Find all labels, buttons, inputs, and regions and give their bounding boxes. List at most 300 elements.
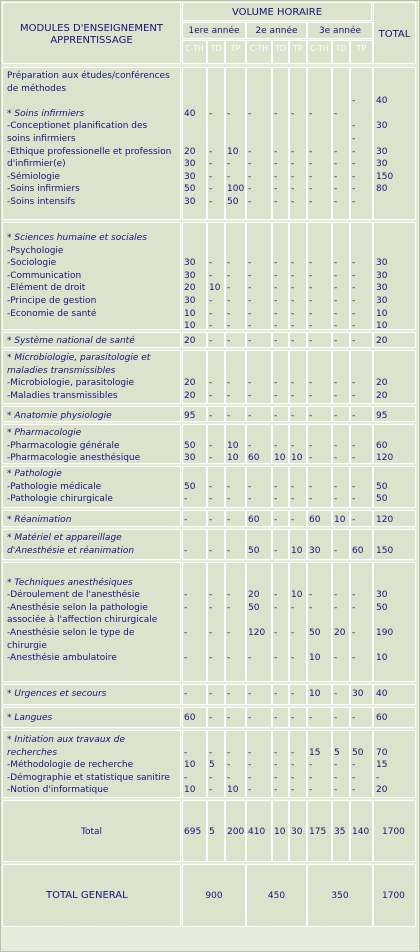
volume-value: - (334, 713, 338, 723)
total-value: 30 (376, 121, 388, 132)
volume-value: - (209, 713, 213, 723)
total-value: 10 (376, 653, 388, 664)
volume-value: - (248, 785, 252, 796)
volume-value: 50 (227, 197, 239, 207)
module-label: -Conceptionet planification des (7, 121, 148, 132)
volume-value: - (184, 494, 188, 505)
module-label: -Pharmacologie générale (7, 440, 120, 451)
general-label: TOTAL GENERAL (46, 890, 128, 901)
volume-value: - (352, 785, 356, 796)
general-total-value: 1700 (382, 891, 405, 901)
volume-value: 50 (352, 747, 364, 758)
volume-value: - (291, 336, 295, 346)
total-value: 150 (376, 171, 394, 182)
volume-value: - (227, 378, 231, 389)
volume-value: - (248, 494, 252, 505)
volume-value: - (309, 590, 313, 601)
volume-value: - (209, 171, 213, 182)
volume-value: - (309, 378, 313, 389)
volume-value: - (274, 411, 278, 421)
total-value: 15 (376, 760, 388, 771)
volume-value: - (209, 321, 213, 332)
volume-value: 50 (309, 628, 321, 638)
volume-value: - (352, 494, 356, 505)
volume-value: 10 (184, 785, 196, 796)
volume-value: 10 (227, 440, 239, 451)
volume-value: - (248, 108, 252, 119)
module-label: -Démographie et statistique sanitire (7, 772, 170, 783)
volume-value: 50 (248, 545, 260, 556)
volume-value: - (184, 602, 188, 613)
general-year-value: 450 (267, 891, 286, 901)
volume-value: - (309, 146, 313, 157)
volume-value: - (334, 258, 338, 269)
volume-value: - (274, 590, 278, 601)
volume-value: - (334, 159, 338, 170)
volume-value: - (291, 390, 295, 401)
total-row-value: 35 (334, 827, 346, 837)
volume-value: - (309, 481, 313, 492)
volume-value: - (209, 747, 213, 758)
volume-value: 20 (184, 336, 196, 346)
volume-value: - (227, 590, 231, 601)
volume-value: - (274, 602, 278, 613)
volume-value: 20 (248, 590, 260, 601)
total-row-value: 10 (274, 827, 286, 837)
volume-value: - (274, 772, 278, 783)
volume-value: - (309, 159, 313, 170)
total-value: 40 (376, 689, 388, 699)
volume-value: - (274, 197, 278, 207)
volume-value: 10 (291, 453, 303, 464)
volume-value: 60 (352, 545, 364, 556)
module-label: -Anesthésie ambulatoire (7, 653, 117, 664)
volume-value: - (274, 159, 278, 170)
module-label: * Système national de santé (7, 336, 135, 346)
volume-value: - (227, 760, 231, 771)
volume-value: 60 (184, 713, 196, 723)
volume-value: - (209, 308, 213, 319)
volume-value: - (334, 772, 338, 783)
volume-value: - (309, 171, 313, 182)
volume-value: - (227, 602, 231, 613)
volume-value: - (352, 713, 356, 723)
module-label: recherches (7, 747, 58, 758)
volume-value: - (209, 336, 213, 346)
volume-value: - (248, 378, 252, 389)
module-label: -Sociologie (7, 258, 57, 269)
volume-value: - (334, 785, 338, 796)
volume-value: - (334, 146, 338, 157)
total-value: 60 (376, 713, 388, 723)
volume-value: - (334, 108, 338, 119)
year-header: 1ere année (188, 26, 240, 36)
volume-value: - (274, 258, 278, 269)
volume-value: - (291, 308, 295, 319)
volume-value: 50 (184, 481, 196, 492)
volume-value: - (209, 270, 213, 281)
volume-value: 10 (184, 760, 196, 771)
total-value: 30 (376, 159, 388, 170)
volume-value: - (291, 747, 295, 758)
volume-value: 5 (209, 760, 215, 771)
volume-value: - (274, 628, 278, 638)
volume-value: - (352, 159, 356, 170)
volume-value: - (209, 545, 213, 556)
module-label: -Ethique professionelle et profession (7, 146, 172, 157)
volume-value: - (334, 270, 338, 281)
volume-value: - (274, 184, 278, 195)
module-label: -Soins intensifs (7, 197, 76, 207)
volume-value: - (309, 270, 313, 281)
total-value: 50 (376, 481, 388, 492)
total-value: 95 (376, 411, 388, 421)
total-value: 20 (376, 390, 388, 401)
volume-value: - (334, 494, 338, 505)
volume-value: - (227, 108, 231, 119)
year-header: 2e année (255, 26, 298, 36)
module-label: -Economie de santé (7, 308, 97, 319)
volume-value: - (309, 785, 313, 796)
volume-value: - (352, 628, 356, 638)
volume-value: - (352, 96, 356, 107)
total-value: 20 (376, 785, 388, 796)
total-value: 40 (376, 96, 388, 107)
volume-value: 15 (309, 747, 321, 758)
volume-value: - (227, 494, 231, 505)
total-value: 10 (376, 321, 388, 332)
volume-value: - (248, 440, 252, 451)
total-row-value: 695 (184, 827, 202, 837)
volume-value: - (248, 321, 252, 332)
volume-value: - (309, 390, 313, 401)
volume-value: - (248, 653, 252, 664)
volume-value: 10 (309, 689, 321, 699)
volume-value: - (352, 653, 356, 664)
volume-value: - (309, 283, 313, 294)
column-header: TP (293, 44, 303, 53)
volume-value: 30 (184, 171, 196, 182)
volume-value: - (227, 159, 231, 170)
volume-value: - (309, 321, 313, 332)
module-label: d'Anesthésie et réanimation (7, 545, 135, 556)
volume-value: - (227, 653, 231, 664)
volume-value: - (352, 171, 356, 182)
volume-value: - (209, 494, 213, 505)
total-value: - (376, 772, 380, 783)
volume-value: - (291, 146, 295, 157)
volume-value: - (291, 197, 295, 207)
volume-value: - (184, 772, 188, 783)
volume-value: - (291, 184, 295, 195)
volume-value: - (209, 296, 213, 306)
total-value: 50 (376, 602, 388, 613)
total-value: 20 (376, 378, 388, 389)
volume-value: - (291, 321, 295, 332)
volume-value: - (209, 159, 213, 170)
volume-value: - (309, 296, 313, 306)
module-label: -Anesthésie selon le type de (7, 628, 135, 638)
volume-value: - (248, 296, 252, 306)
volume-value: - (291, 689, 295, 699)
volume-value: - (209, 453, 213, 464)
total-value: 10 (376, 308, 388, 319)
module-label: -Microbiologie, parasitologie (7, 378, 135, 389)
volume-value: - (274, 747, 278, 758)
volume-value: - (248, 390, 252, 401)
volume-header: VOLUME HORAIRE (231, 7, 323, 18)
total-row-value: 30 (291, 827, 303, 837)
volume-value: - (274, 378, 278, 389)
volume-value: 60 (309, 515, 321, 525)
total-row-value: 410 (248, 827, 266, 837)
volume-value: - (309, 494, 313, 505)
volume-value: - (309, 713, 313, 723)
volume-value: - (352, 134, 356, 144)
volume-value: - (352, 197, 356, 207)
volume-value: - (352, 296, 356, 306)
total-value: 20 (376, 336, 388, 346)
module-label: -Notion d'informatique (7, 785, 109, 796)
volume-value: - (352, 146, 356, 157)
volume-value: - (248, 171, 252, 182)
volume-value: - (352, 440, 356, 451)
volume-value: - (309, 772, 313, 783)
volume-value: - (352, 283, 356, 294)
column-header: TP (230, 44, 241, 53)
volume-value: - (334, 653, 338, 664)
volume-value: - (309, 453, 313, 464)
volume-value: - (291, 159, 295, 170)
volume-value: - (227, 481, 231, 492)
volume-value: - (334, 590, 338, 601)
volume-value: - (334, 545, 338, 556)
volume-value: - (274, 785, 278, 796)
volume-value: - (291, 411, 295, 421)
volume-value: - (334, 296, 338, 306)
volume-value: - (227, 747, 231, 758)
volume-value: - (209, 411, 213, 421)
volume-value: - (209, 602, 213, 613)
module-label: * Matériel et appareillage (7, 533, 122, 543)
volume-value: - (184, 590, 188, 601)
volume-value: - (209, 515, 213, 525)
volume-value: - (352, 515, 356, 525)
volume-value: - (209, 440, 213, 451)
module-label: * Urgences et secours (7, 689, 107, 699)
volume-value: 40 (184, 108, 196, 119)
module-label: -Déroulement de l'anesthésie (7, 590, 140, 601)
volume-value: - (209, 197, 213, 207)
volume-value: - (209, 146, 213, 157)
volume-value: - (227, 308, 231, 319)
total-value: 80 (376, 184, 388, 195)
module-label: associée à l'affection chirurgicale (7, 615, 158, 626)
volume-value: - (352, 184, 356, 195)
volume-value: - (334, 283, 338, 294)
volume-value: - (227, 689, 231, 699)
volume-value: - (227, 336, 231, 346)
module-label: * Langues (7, 713, 53, 723)
volume-value: 10 (184, 308, 196, 319)
general-year-value: 900 (205, 891, 223, 901)
volume-value: - (352, 411, 356, 421)
volume-value: - (248, 159, 252, 170)
volume-value: - (309, 258, 313, 269)
volume-value: - (291, 378, 295, 389)
volume-value: - (274, 481, 278, 492)
volume-value: - (352, 602, 356, 613)
volume-value: - (291, 481, 295, 492)
volume-value: - (248, 411, 252, 421)
volume-value: - (227, 411, 231, 421)
volume-value: - (291, 785, 295, 796)
volume-value: - (248, 336, 252, 346)
volume-value: 30 (184, 453, 196, 464)
module-label: * Réanimation (7, 515, 72, 525)
column-header: TP (356, 44, 367, 53)
total-value: 30 (376, 296, 388, 306)
volume-value: - (291, 653, 295, 664)
volume-value: 30 (184, 270, 196, 281)
volume-value: 30 (184, 159, 196, 170)
volume-value: - (227, 390, 231, 401)
volume-value: - (209, 184, 213, 195)
volume-value: 30 (184, 296, 196, 306)
module-label: chirurgie (7, 640, 47, 651)
volume-value: - (309, 197, 313, 207)
volume-value: - (209, 258, 213, 269)
volume-value: 120 (248, 628, 266, 638)
volume-value: - (291, 602, 295, 613)
volume-value: 95 (184, 411, 196, 421)
volume-value: - (309, 440, 313, 451)
volume-value: - (334, 336, 338, 346)
volume-value: - (334, 689, 338, 699)
volume-value: 10 (309, 653, 321, 664)
total-value: 30 (376, 270, 388, 281)
volume-value: - (184, 689, 188, 699)
volume-value: - (291, 772, 295, 783)
volume-value: - (352, 390, 356, 401)
volume-value: - (334, 308, 338, 319)
volume-value: - (309, 411, 313, 421)
module-label: -Principe de gestion (7, 296, 97, 306)
volume-value: - (334, 411, 338, 421)
volume-value: - (309, 602, 313, 613)
volume-value: - (291, 296, 295, 306)
volume-value: - (352, 258, 356, 269)
volume-value: - (334, 184, 338, 195)
module-label: * Sciences humaine et sociales (7, 233, 147, 243)
volume-value: 20 (184, 378, 196, 389)
volume-value: - (352, 453, 356, 464)
volume-value: - (209, 108, 213, 119)
module-label: -Méthodologie de recherche (7, 760, 134, 771)
module-label: * Anatomie physiologie (7, 411, 112, 421)
column-header: C-TH (185, 44, 204, 53)
total-value: 70 (376, 747, 388, 758)
column-header: TD (210, 44, 222, 53)
volume-value: - (334, 171, 338, 182)
volume-value: - (291, 258, 295, 269)
total-header: TOTAL (378, 29, 411, 40)
volume-value: 10 (184, 321, 196, 332)
volume-value: 10 (334, 515, 346, 525)
volume-value: - (209, 378, 213, 389)
module-label: -Pathologie médicale (7, 481, 102, 492)
module-label: * Microbiologie, parasitologie et (7, 353, 151, 363)
volume-value: - (334, 321, 338, 332)
volume-value: - (209, 590, 213, 601)
volume-value: 5 (334, 747, 340, 758)
volume-value: - (291, 440, 295, 451)
volume-value: - (291, 171, 295, 182)
volume-value: - (209, 628, 213, 638)
volume-value: - (248, 184, 252, 195)
volume-value: - (209, 653, 213, 664)
volume-value: - (274, 545, 278, 556)
volume-value: - (291, 760, 295, 771)
volume-value: - (291, 713, 295, 723)
volume-value: - (291, 270, 295, 281)
total-value: 30 (376, 283, 388, 294)
volume-value: - (352, 760, 356, 771)
module-label: -Anesthésie selon la pathologie (7, 602, 148, 613)
module-label: -Elément de droit (7, 283, 86, 294)
total-label: Total (81, 827, 103, 837)
volume-value: 10 (209, 283, 221, 294)
volume-value: - (352, 121, 356, 132)
volume-value: - (227, 296, 231, 306)
volume-value: - (274, 171, 278, 182)
volume-value: - (274, 321, 278, 332)
module-label: * Initiation aux travaux de (7, 735, 125, 745)
volume-value: - (227, 515, 231, 525)
volume-value: 20 (184, 146, 196, 157)
volume-value: 50 (184, 184, 196, 195)
volume-value: - (184, 747, 188, 758)
volume-value: - (248, 146, 252, 157)
module-label: -Soins infirmiers (7, 184, 80, 195)
volume-value: - (274, 760, 278, 771)
volume-value: - (209, 390, 213, 401)
volume-value: - (248, 772, 252, 783)
total-value: 120 (376, 515, 394, 525)
module-label: -Psychologie (7, 245, 64, 256)
volume-value: 30 (184, 197, 196, 207)
volume-value: - (274, 494, 278, 505)
total-row-value: 175 (309, 827, 327, 837)
volume-value: 10 (291, 545, 303, 556)
column-header: TD (274, 44, 287, 53)
row-cell (373, 67, 416, 220)
volume-value: - (274, 296, 278, 306)
total-value: 120 (376, 453, 394, 464)
volume-value: - (309, 336, 313, 346)
volume-value: - (334, 440, 338, 451)
column-header: C-TH (310, 44, 329, 53)
module-label: -Pharmacologie anesthésique (7, 453, 141, 464)
volume-value: - (334, 390, 338, 401)
volume-value: 30 (309, 545, 321, 556)
column-header: TD (335, 44, 347, 53)
volume-value: - (291, 628, 295, 638)
general-year-value: 350 (331, 891, 349, 901)
volume-value: - (227, 545, 231, 556)
module-label: maladies transmissibles (7, 365, 116, 376)
volume-value: 10 (227, 453, 239, 464)
